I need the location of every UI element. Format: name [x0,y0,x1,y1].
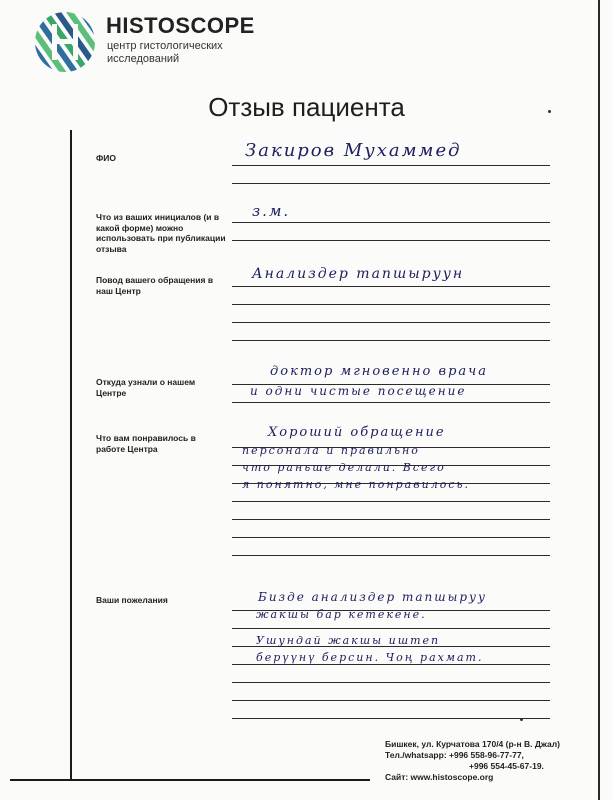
brand-name: HISTOSCOPE [106,13,255,38]
answer-wishes-line: жакшы бар кетекене. [256,608,427,621]
answer-reason: Анализдер тапшыруун [252,266,465,282]
answer-line [232,519,550,520]
footer-site: Сайт: www.histoscope.org [385,772,494,782]
answer-line [232,240,550,241]
form-bottom-border [10,779,370,781]
answer-liked-line: я понятно, мне понравилось. [242,478,470,491]
answer-source-line: и одни чистые посещение [250,384,467,398]
answer-wishes-line: берүүнү берсин. Чоң рахмат. [256,651,484,664]
answer-line [232,682,550,683]
form-title: Отзыв пациента [208,92,405,122]
answer-name: Закиров Мухаммед [245,140,462,161]
answer-line [232,165,550,166]
field-label-source: Откуда узнали о нашем Центре [96,377,196,398]
field-label-initials: Что из ваших инициалов (и в какой форме) можно использовать при публикации отзыва [96,212,226,254]
field-label-reason: Повод вашего обращения в наш Центр [96,275,214,296]
answer-line [232,700,550,701]
footer-phone: +996 554-45-67-19. [469,761,544,771]
ink-dot [520,718,523,721]
brand-subtitle [107,40,277,66]
answer-source-line: доктор мгновенно врача [270,364,488,379]
footer-contacts [385,739,595,783]
answer-initials: з.м. [252,202,291,220]
field-label-wishes: Ваши пожелания [96,595,168,605]
answer-line [232,628,550,629]
field-label-liked: Что вам понравилось в работе Центра [96,433,196,454]
brand-subtitle-line: исследований [107,53,180,65]
answer-line [232,718,550,719]
answer-line [232,555,550,556]
field-label-name: ФИО [96,153,116,163]
ink-dot [548,110,551,113]
answer-line [232,501,550,502]
brand-subtitle-line: центр гистологических [107,40,223,52]
answer-line [232,664,550,665]
answer-line [232,402,550,403]
answer-liked-line: что раньше делали. Всего [242,461,446,474]
answer-line [232,304,550,305]
answer-liked-line: Хороший обращение [268,425,446,440]
histoscope-logo-icon [33,10,97,74]
answer-line [232,322,550,323]
answer-liked-line: персонала и правильно [242,444,420,457]
answer-line [232,537,550,538]
footer-address: Бишкек, ул. Курчатова 170/4 (р-н В. Джал) [385,739,560,749]
answer-wishes-line: Ушундай жакшы иштеп [256,634,441,647]
footer-phone: Тел./whatsapp: +996 558-96-77-77, [385,750,524,760]
answer-wishes-line: Бизде анализдер тапшыруу [258,590,487,604]
answer-line [232,340,550,341]
answer-line [232,183,550,184]
answer-line [232,222,550,223]
answer-line [232,286,550,287]
form-left-border [70,130,72,780]
